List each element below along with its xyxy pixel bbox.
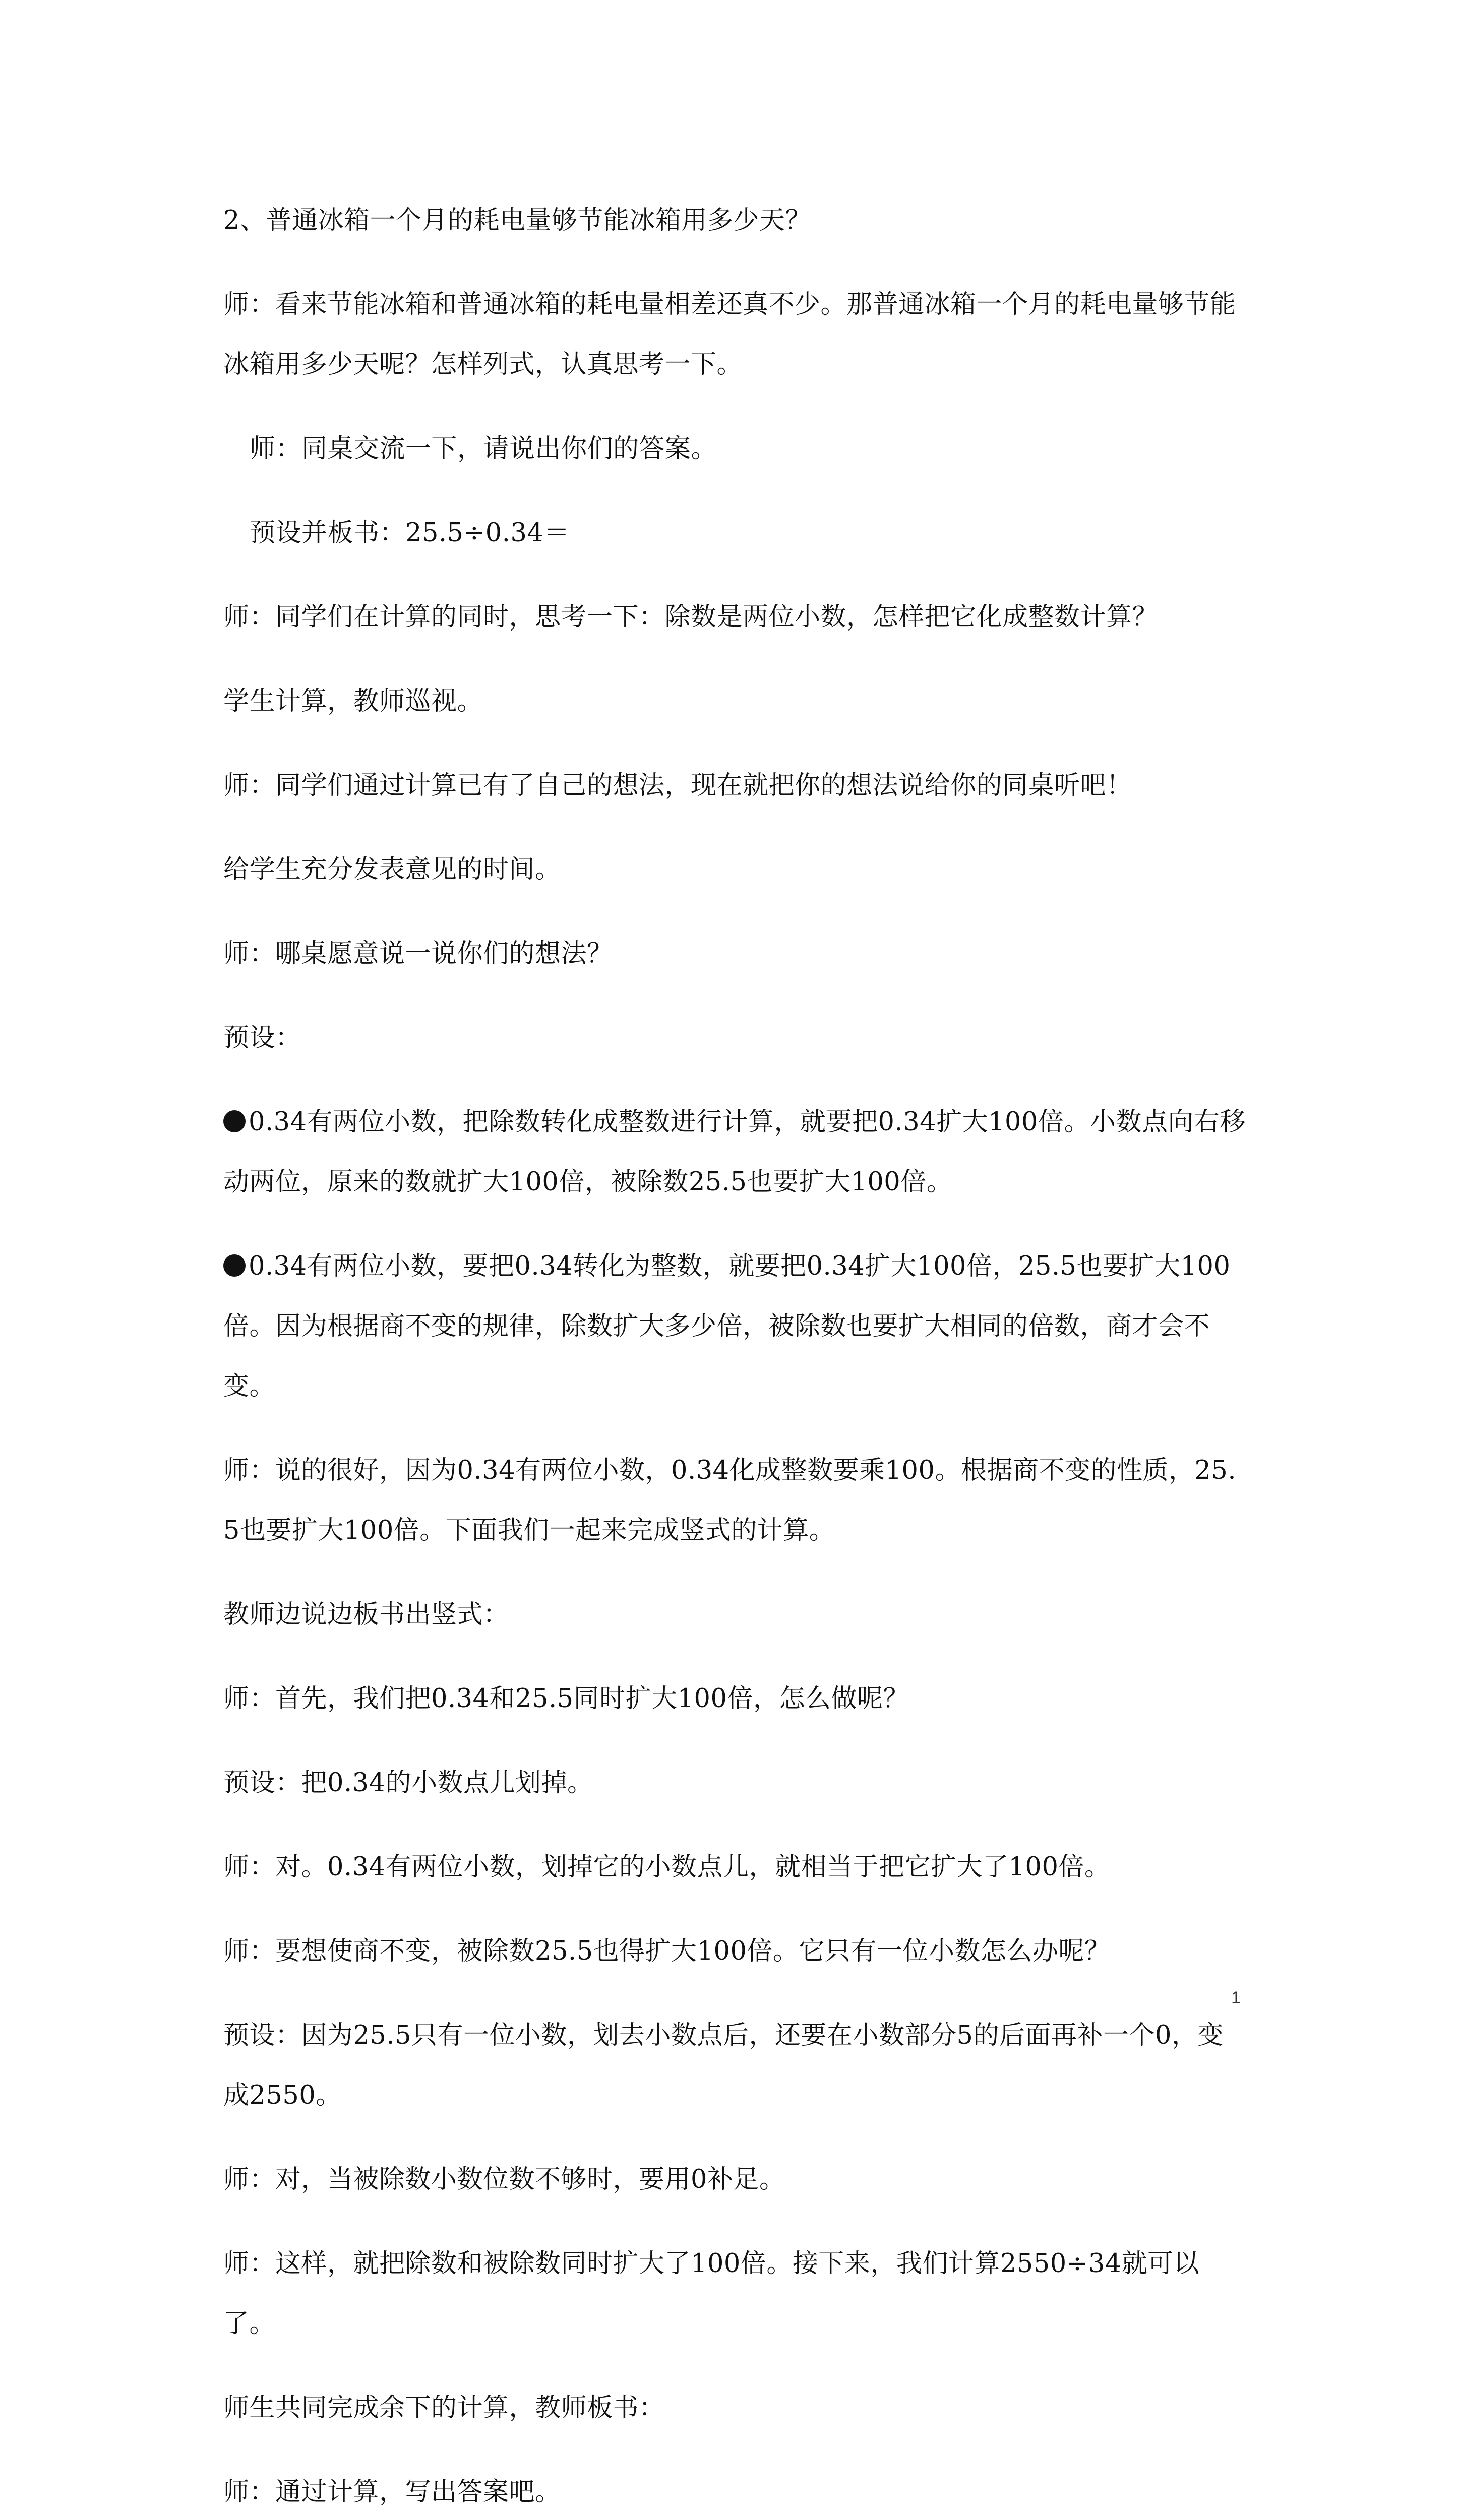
teacher-line-dividend: 师：要想使商不变，被除数25.5也得扩大100倍。它只有一位小数怎么办呢？ — [223, 1936, 1111, 1966]
teacher-line-discuss: 师：同桌交流一下，请说出你们的答案。 — [250, 434, 717, 464]
page-number: 1 — [1231, 1988, 1241, 2007]
preset-bullet-1-text: 0.34有两位小数，把除数转化成整数进行计算，就要把0.34扩大100倍。小数点向右移动两位，原来的数就扩大100倍，被除数25.5也要扩大100倍。 — [223, 1107, 1246, 1197]
document-body — [223, 191, 1248, 2520]
board-vertical-note: 教师边说边板书出竖式： — [223, 1600, 509, 1629]
teacher-line-think: 师：同学们在计算的同时，思考一下：除数是两位小数，怎样把它化成整数计算？ — [223, 602, 1159, 632]
bullet-icon — [223, 1110, 246, 1132]
teacher-line-intro: 师：看来节能冰箱和普通冰箱的耗电量相差还真不少。那普通冰箱一个月的耗电量够节能冰箱用多少天呢？怎样列式，认真思考一下。 — [223, 290, 1236, 380]
teacher-line-answer: 师：通过计算，写出答案吧。 — [223, 2477, 561, 2507]
preset-add-zero: 预设：因为25.5只有一位小数，划去小数点后，还要在小数部分5的后面再补一个0，变成2550。 — [223, 2021, 1224, 2110]
teacher-line-ask: 师：哪桌愿意说一说你们的想法？ — [223, 939, 613, 969]
teacher-line-first-step: 师：首先，我们把0.34和25.5同时扩大100倍，怎么做呢？ — [223, 1684, 909, 1714]
student-activity-line: 学生计算，教师巡视。 — [223, 686, 483, 716]
teacher-line-next-step: 师：这样，就把除数和被除数同时扩大了100倍。接下来，我们计算2550÷34就可以了。 — [223, 2249, 1200, 2339]
teacher-line-zero-rule: 师：对，当被除数小数位数不够时，要用0补足。 — [223, 2165, 785, 2194]
teacher-line-summary: 师：说的很好，因为0.34有两位小数，0.34化成整数要乘100。根据商不变的性质，25.5也要扩大100倍。下面我们一起来完成竖式的计算。 — [223, 1456, 1237, 1545]
joint-calculation-note: 师生共同完成余下的计算，教师板书： — [223, 2393, 665, 2423]
preset-bullet-2 — [223, 1236, 1248, 1416]
preset-bullet-1 — [223, 1092, 1248, 1212]
preset-bullet-2-text: 0.34有两位小数，要把0.34转化为整数，就要把0.34扩大100倍，25.5也要扩大100倍。因为根据商不变的规律，除数扩大多少倍，被除数也要扩大相同的倍数，商才会不变。 — [223, 1251, 1231, 1401]
bullet-icon — [223, 1254, 246, 1277]
preset-label: 预设： — [223, 1023, 301, 1053]
teacher-line-share: 师：同学们通过计算已有了自己的想法，现在就把你的想法说给你的同桌听吧！ — [223, 771, 1132, 800]
preset-remove-decimal: 预设：把0.34的小数点儿划掉。 — [223, 1768, 593, 1798]
question-2-heading: 2、普通冰箱一个月的耗电量够节能冰箱用多少天？ — [223, 206, 811, 235]
preset-board-equation: 预设并板书：25.5÷0.34＝ — [250, 518, 570, 548]
teacher-line-confirm: 师：对。0.34有两位小数，划掉它的小数点儿，就相当于把它扩大了100倍。 — [223, 1852, 1111, 1882]
activity-note-line: 给学生充分发表意见的时间。 — [223, 855, 561, 885]
